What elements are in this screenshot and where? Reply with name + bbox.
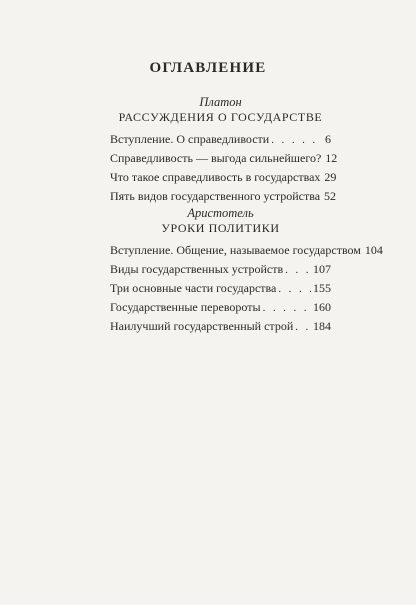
toc-entry xyxy=(110,187,337,206)
toc-entry-page: 12 xyxy=(325,151,338,165)
toc-entry-title: Справедливость — выгода сильнейшего? xyxy=(110,151,322,165)
toc-entry-title: Пять видов государственного устройства xyxy=(110,189,321,203)
toc-entry-title: Виды государственных устройств xyxy=(110,262,284,276)
toc-entry xyxy=(110,298,331,317)
dot-leader xyxy=(278,280,311,298)
toc-entry-page: 155 xyxy=(313,281,331,295)
toc-entry-page: 160 xyxy=(313,300,331,314)
section-author: Аристотель xyxy=(187,206,254,220)
toc-entry-title: Вступление. Общение, называемое государством xyxy=(110,243,361,257)
toc-entry xyxy=(110,260,331,279)
toc-entry-title: Что такое справедливость в государствах xyxy=(110,170,321,184)
toc-entry-title: Наилучший государственный строй xyxy=(110,319,294,333)
toc-entry-page: 6 xyxy=(325,132,331,146)
toc-entry-title: Три основные части государства xyxy=(110,281,277,295)
toc-entry-title: Вступление. О справедливости xyxy=(110,132,270,146)
toc-entry xyxy=(110,130,331,149)
toc-entry-page: 52 xyxy=(324,189,337,203)
toc-entry-title: Государственные перевороты xyxy=(110,300,261,314)
toc-entry-page: 29 xyxy=(324,170,337,184)
toc-entry xyxy=(110,168,337,187)
toc-entry-page: 107 xyxy=(313,262,331,276)
toc-entry-list xyxy=(110,130,338,206)
toc-entry xyxy=(110,317,331,336)
dot-leader xyxy=(285,261,311,279)
toc-section-plato xyxy=(110,95,338,206)
toc-entry xyxy=(110,279,331,298)
dot-leader xyxy=(271,131,323,149)
toc-entry-page: 104 xyxy=(364,243,383,257)
section-work-title: РАССУЖДЕНИЯ О ГОСУДАРСТВЕ xyxy=(118,110,323,124)
toc-entry xyxy=(110,241,383,260)
toc-entry xyxy=(110,149,338,168)
dot-leader xyxy=(263,299,311,317)
toc-entry-list xyxy=(110,241,383,336)
toc-entry-page: 184 xyxy=(313,319,331,333)
toc-section-aristotle xyxy=(110,206,383,336)
section-work-title: УРОКИ ПОЛИТИКИ xyxy=(161,221,280,235)
section-author: Платон xyxy=(199,95,242,109)
toc-heading: ОГЛАВЛЕНИЕ xyxy=(149,60,267,76)
dot-leader xyxy=(295,318,311,336)
